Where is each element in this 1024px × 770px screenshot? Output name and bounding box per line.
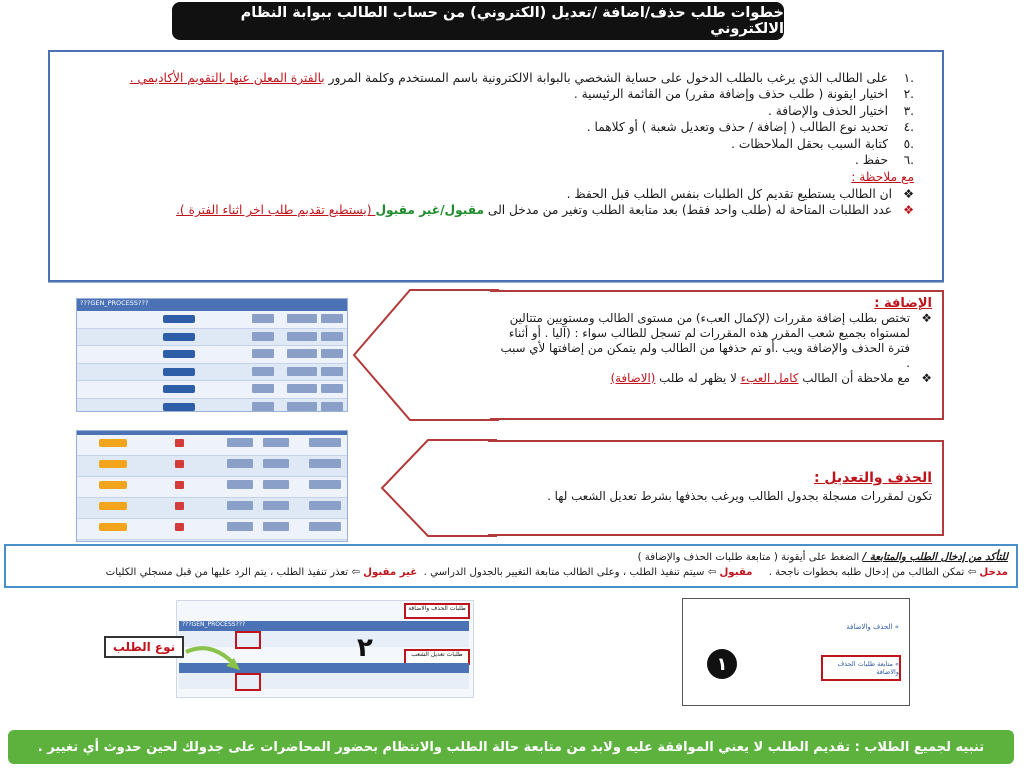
table-row [77, 329, 347, 347]
step-number: .٥ [903, 136, 914, 151]
step-number-one-badge [707, 649, 737, 679]
status-accepted: مقبول [719, 567, 753, 578]
addition-red-text: (الاضافة) [610, 371, 656, 385]
request-type-label [104, 636, 184, 658]
deletion-table-screenshot [76, 430, 348, 542]
table-row [77, 311, 347, 329]
step-text: حفظ . [854, 153, 888, 168]
tracking-instruction: الضغط على أيقونة ( متابعة طلبات الحذف والإضافة ) [637, 552, 863, 563]
addition-table-screenshot [76, 298, 348, 412]
table-rows [77, 435, 347, 540]
step-5 [98, 136, 914, 152]
status-accepted-desc: ⇦ سيتم تنفيذ الطلب ، وعلى الطالب متابعة التغيير بالجدول الدراسي . [423, 567, 720, 578]
note-text: عدد الطلبات المتاحة له (طلب واحد فقط) بعد متابعة الطلب وتغير من مدخل الى [484, 203, 892, 218]
full-load-text: كامل العبء [740, 371, 799, 385]
steps-box [48, 50, 944, 282]
header-text: طلبات الحذف والاضافة [408, 605, 466, 612]
deletion-callout-arrow [378, 438, 498, 538]
step-text: على الطالب الذي يرغب بالطلب الدخول على حساية الشخصي بالبوابة الالكترونية باسم المستخدم وكلمة المرور [324, 71, 888, 85]
step-number-two: ٢ [357, 633, 373, 663]
request-type-text: نوع الطلب [112, 640, 176, 654]
step-6 [98, 152, 914, 168]
diamond-bullet-icon: ❖ [921, 371, 932, 385]
note-2 [98, 202, 914, 218]
diamond-bullet-icon: ❖ [921, 311, 932, 325]
status-accepted-text: مقبول/غير مقبول [375, 203, 485, 218]
note-1 [98, 186, 914, 202]
addition-point-2 [500, 371, 932, 386]
step-number: .٢ [903, 87, 914, 102]
table-header [77, 299, 347, 311]
menu-text: » الحذف والاضافة [846, 623, 899, 631]
table-row [77, 381, 347, 399]
tracking-line-1 [14, 550, 1008, 565]
table-rows [77, 311, 347, 412]
deletion-callout [488, 440, 944, 536]
table-row [77, 519, 347, 540]
menu-text: » متابعة طلبات الحذف والاضافة [837, 660, 899, 676]
note-highlight: (يستطيع تقديم طلب اخر اثناء الفترة ). [176, 203, 376, 218]
step-number-one: ١ [716, 653, 728, 675]
diamond-bullet-icon: ❖ [903, 203, 914, 218]
step-number: .٦ [903, 153, 914, 168]
table-row [77, 435, 347, 456]
step-4 [98, 119, 914, 135]
step-number: .٤ [903, 120, 914, 135]
menu-screenshot [682, 598, 910, 706]
page-title: خطوات طلب حذف/اضافة /تعديل (الكتروني) من حساب الطالب ببوابة النظام الالكتروني [172, 2, 784, 40]
step-text: تحديد نوع الطالب ( إضافة / حذف وتعديل شعبة ) أو كلاهما . [586, 120, 888, 135]
deletion-text: تكون لمقررات مسجلة بجدول الطالب ويرغب بحذفها بشرط تعديل الشعب لها . [547, 489, 932, 503]
tracking-info-box [4, 544, 1018, 588]
step-1 [98, 70, 914, 86]
addition-note-b: لا يظهر له طلب [655, 371, 741, 385]
table-row [77, 364, 347, 382]
note-title: مع ملاحظة : [851, 170, 914, 185]
table-row [77, 498, 347, 519]
step-2 [98, 86, 914, 102]
addition-point-1 [500, 311, 932, 371]
status-entered: مدخل [979, 567, 1008, 578]
step-highlight: بالفترة المعلن عنها بالتقويم الأكاديمي . [129, 71, 325, 85]
deletion-title: الحذف والتعديل : [813, 470, 932, 486]
tracking-line-2 [14, 565, 1008, 580]
header-text: طلبات تعديل الشعب [411, 651, 463, 658]
request-type-arrow [182, 630, 242, 680]
menu-item-add-delete [846, 623, 899, 631]
status-rejected: غير مقبول [363, 567, 418, 578]
addition-callout-arrow [350, 288, 500, 422]
addition-callout [490, 290, 944, 420]
step-number: .١ [903, 71, 914, 85]
status-entered-desc: ⇦ تمكن الطالب من إدخال طلبه بخطوات ناجحة . [768, 567, 980, 578]
menu-item-track-requests [821, 655, 901, 681]
table-header-text: ???GEN_PROCESS??? [182, 621, 246, 628]
addition-text: تختص بطلب إضافة مقررات (لإكمال العبء) من مستوى الطالب ومستويين متتالين لمستواه بجميع شعب المقرر هذه المقررات لم تسجل للطالب سواء : (آليا . أو أثناء فترة الحذف والإضافة ويب .أو تم حذفها من الطالب ولم يتمكن من إضافتها لأي سبب . [500, 311, 910, 370]
addition-title: الإضافة : [874, 296, 932, 311]
deletion-requests-header [404, 603, 470, 619]
step-text: اختيار الحذف والإضافة . [767, 103, 888, 118]
table-header-text: ???GEN_PROCESS??? [80, 299, 149, 307]
step-text: كتابة السبب بحقل الملاحظات . [731, 136, 888, 151]
alert-banner: تنبيه لجميع الطلاب : تقديم الطلب لا يعني الموافقة عليه ولابد من متابعة حالة الطلب والانتظام بحضور المحاضرات على جدولك لحين حدوث أي تغيير . [8, 730, 1014, 764]
table-row [77, 456, 347, 477]
step-text: اختيار ايقونة ( طلب حذف وإضافة مقرر) من القائمة الرئيسية . [573, 87, 888, 102]
table-row [77, 399, 347, 413]
status-rejected-desc: ⇦ تعذر تنفيذ الطلب ، يتم الرد عليها من قبل مسجلي الكليات [105, 567, 364, 578]
steps-list [98, 70, 914, 219]
step-number: .٣ [903, 103, 914, 118]
table-row [77, 346, 347, 364]
addition-note: مع ملاحظة أن الطالب [798, 371, 910, 385]
note-text: ان الطالب يستطيع تقديم كل الطلبات بنفس الطلب قبل الحفظ . [566, 186, 892, 201]
tracking-title: للتأكد من إدخال الطلب والمتابعة / [862, 552, 1008, 563]
step-3 [98, 103, 914, 119]
table-row [77, 477, 347, 498]
diamond-bullet-icon: ❖ [903, 186, 914, 201]
